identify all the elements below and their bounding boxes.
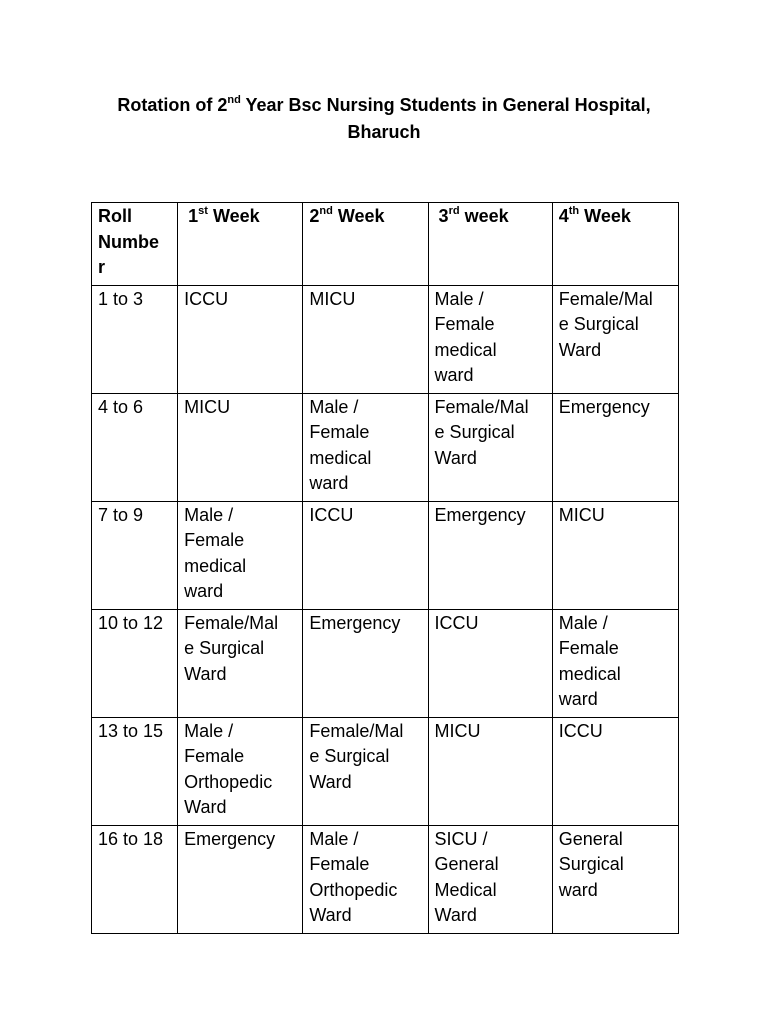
cell-text-line: Male / <box>184 720 234 741</box>
header-week-number: 2 <box>309 206 320 226</box>
cell-text-line: ICCU <box>184 288 229 309</box>
week-3-cell <box>428 501 552 609</box>
cell-text-line: Emergency <box>309 612 401 633</box>
week-4-cell <box>552 285 678 393</box>
table-row <box>92 393 679 501</box>
cell-text-line: Emergency <box>558 396 650 417</box>
cell-text-line: Orthopedic <box>184 771 273 792</box>
cell-text-line: ward <box>309 473 349 493</box>
cell-text-line: SICU / <box>434 828 488 849</box>
week-1-cell <box>178 825 303 933</box>
roll-number-cell <box>92 285 178 393</box>
cell-text-line: 13 to 15 <box>98 720 164 741</box>
cell-text-line: 1 to 3 <box>98 288 144 309</box>
cell-text-line: Female <box>434 314 495 334</box>
table-row <box>92 285 679 393</box>
header-week-number: 1 <box>188 206 199 226</box>
cell-text-line: 4 to 6 <box>98 396 144 417</box>
title-line-1 <box>0 92 768 119</box>
cell-text-line: Female/Mal <box>184 612 279 633</box>
header-week-2 <box>303 203 428 286</box>
cell-text-line: General <box>434 854 499 874</box>
cell-text-line: MICU <box>309 288 356 309</box>
week-1-cell <box>178 501 303 609</box>
cell-text-line: Female <box>309 422 370 442</box>
cell-text-line: ward <box>434 365 474 385</box>
cell-text-line: Ward <box>434 905 477 925</box>
cell-text-line: Ward <box>309 771 352 792</box>
week-2-cell <box>303 285 428 393</box>
header-week-label: Week <box>332 206 385 226</box>
header-roll-number <box>92 203 178 286</box>
cell-text-line: Male / <box>309 828 359 849</box>
week-2-cell <box>303 609 428 717</box>
header-week-3 <box>428 203 552 286</box>
cell-text-line: Female/Mal <box>309 720 404 741</box>
header-week-ordinal: nd <box>319 205 333 217</box>
week-3-cell <box>428 825 552 933</box>
table-body <box>92 285 679 933</box>
cell-text-line: Orthopedic <box>309 879 398 900</box>
week-2-cell <box>303 501 428 609</box>
cell-text-line: Emergency <box>184 828 276 849</box>
roll-number-cell <box>92 609 178 717</box>
header-week-ordinal: st <box>198 205 208 217</box>
cell-text-line: Ward <box>434 447 477 468</box>
cell-text-line: Ward <box>558 339 602 360</box>
cell-text-line: Medical <box>434 879 497 900</box>
cell-text-line: Ward <box>309 905 352 925</box>
week-4-cell <box>552 825 678 933</box>
cell-text-line: Male / <box>309 396 359 417</box>
roll-number-cell <box>92 825 178 933</box>
document-title <box>0 92 768 146</box>
week-1-cell <box>178 609 303 717</box>
week-4-cell <box>552 393 678 501</box>
header-week-4 <box>552 203 678 286</box>
cell-text-line: e Surgical <box>434 422 515 442</box>
cell-text-line: medical <box>309 447 372 468</box>
header-text-line: Numbe <box>98 231 160 252</box>
week-1-cell <box>178 717 303 825</box>
cell-text-line: medical <box>184 555 247 576</box>
cell-text-line: e Surgical <box>558 314 639 334</box>
cell-text-line: 7 to 9 <box>98 504 144 525</box>
header-week-ordinal: rd <box>448 205 460 217</box>
title-superscript: nd <box>227 94 241 106</box>
cell-text-line: MICU <box>434 720 481 741</box>
week-1-cell <box>178 285 303 393</box>
header-text-line: r <box>98 257 106 277</box>
cell-text-line: Male / <box>184 504 234 525</box>
cell-text-line: Emergency <box>434 504 526 525</box>
roll-number-cell <box>92 501 178 609</box>
rotation-table <box>91 202 679 934</box>
title-text-part2: Year Bsc Nursing Students in General Hospital, <box>240 95 651 115</box>
cell-text-line: MICU <box>558 504 605 525</box>
cell-text-line: Female <box>184 746 245 766</box>
cell-text-line: Male / <box>558 612 608 633</box>
cell-text-line: Ward <box>184 797 227 817</box>
header-week-ordinal: th <box>568 205 580 217</box>
title-line-2: Bharuch <box>347 122 421 142</box>
cell-text-line: Male / <box>434 288 484 309</box>
week-1-cell <box>178 393 303 501</box>
roll-number-cell <box>92 393 178 501</box>
cell-text-line: Surgical <box>558 854 624 874</box>
cell-text-line: ward <box>558 689 598 709</box>
header-week-label: Week <box>207 206 260 226</box>
cell-text-line: MICU <box>184 396 231 417</box>
week-4-cell <box>552 609 678 717</box>
cell-text-line: medical <box>434 339 497 360</box>
cell-text-line: e Surgical <box>309 746 390 766</box>
cell-text-line: Female <box>558 638 619 658</box>
table-row <box>92 609 679 717</box>
cell-text-line: medical <box>558 663 621 684</box>
week-3-cell <box>428 285 552 393</box>
header-week-number: 4 <box>558 206 569 226</box>
cell-text-line: Female/Mal <box>558 288 653 309</box>
cell-text-line: ICCU <box>434 612 479 633</box>
week-2-cell <box>303 825 428 933</box>
cell-text-line: Ward <box>184 663 227 684</box>
week-2-cell <box>303 717 428 825</box>
table-row <box>92 501 679 609</box>
cell-text-line: Female <box>309 854 370 874</box>
cell-text-line: ward <box>558 879 598 900</box>
header-text-line: Roll <box>98 206 132 226</box>
week-4-cell <box>552 501 678 609</box>
table-header-row <box>92 203 679 286</box>
table-row <box>92 825 679 933</box>
week-3-cell <box>428 609 552 717</box>
title-text-part1: Rotation of 2 <box>117 95 228 115</box>
cell-text-line: e Surgical <box>184 638 265 658</box>
header-week-1 <box>178 203 303 286</box>
week-2-cell <box>303 393 428 501</box>
roll-number-cell <box>92 717 178 825</box>
header-week-label: Week <box>579 206 631 226</box>
table-row <box>92 717 679 825</box>
header-week-number: 3 <box>438 206 449 226</box>
cell-text-line: ICCU <box>309 504 354 525</box>
cell-text-line: Female/Mal <box>434 396 529 417</box>
week-4-cell <box>552 717 678 825</box>
week-3-cell <box>428 393 552 501</box>
cell-text-line: 10 to 12 <box>98 612 164 633</box>
cell-text-line: Female <box>184 530 245 550</box>
header-week-label: week <box>459 206 509 226</box>
week-3-cell <box>428 717 552 825</box>
cell-text-line: 16 to 18 <box>98 828 164 849</box>
cell-text-line: ward <box>184 581 224 601</box>
cell-text-line: ICCU <box>558 720 603 741</box>
cell-text-line: General <box>558 828 623 849</box>
